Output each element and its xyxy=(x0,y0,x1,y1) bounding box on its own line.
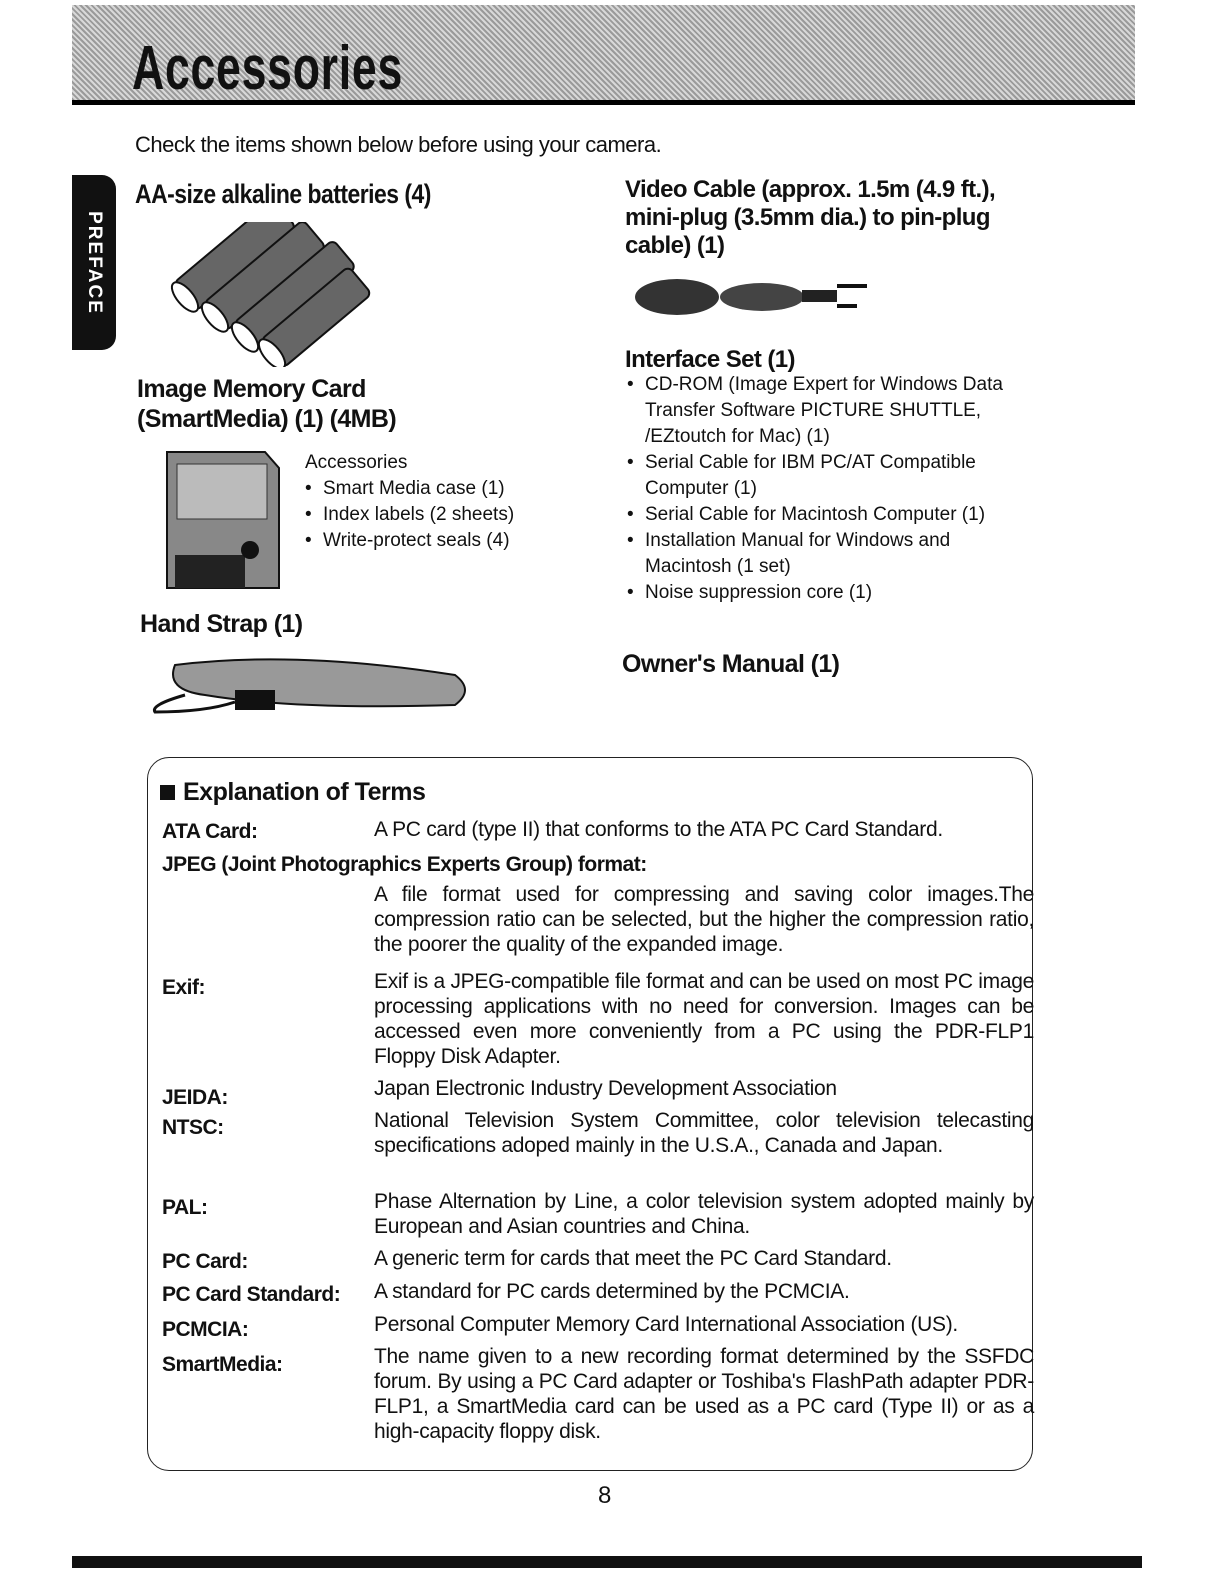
term-definition: Phase Alternation by Line, a color television system adopted mainly by European and Asian countries and China. xyxy=(374,1190,1034,1238)
interface-set-list xyxy=(627,372,1003,606)
video-cable-heading xyxy=(625,176,995,260)
page-title: Accessories xyxy=(132,34,403,103)
video-cable-heading-line: mini-plug (3.5mm dia.) to pin-plug xyxy=(625,204,990,231)
term-definition: A generic term for cards that meet the PC Card Standard. xyxy=(374,1247,892,1270)
batteries-image xyxy=(160,222,390,367)
section-tab xyxy=(72,175,116,350)
term-definition: Personal Computer Memory Card International Association (US). xyxy=(374,1313,958,1336)
interface-set-item: • Serial Cable for Macintosh Computer (1) xyxy=(627,502,1003,528)
terms-box xyxy=(147,757,1033,1471)
interface-set-item: • Serial Cable for IBM PC/AT Compatible Computer (1) xyxy=(627,450,1003,502)
term-definition: A file format used for compressing and saving color images.The compression ratio can be selected, but the higher the compression ratio, the poorer the quality of the expanded image. xyxy=(374,883,1034,956)
term-label: PC Card Standard: xyxy=(162,1283,341,1306)
term-label: ATA Card: xyxy=(162,820,258,843)
header-banner xyxy=(72,5,1135,105)
term-label: NTSC: xyxy=(162,1116,224,1139)
card-accessory-item: • Write-protect seals (4) xyxy=(305,528,514,554)
interface-set-item: • Noise suppression core (1) xyxy=(627,580,1003,606)
term-label: PAL: xyxy=(162,1196,208,1219)
interface-set-heading: Interface Set (1) xyxy=(625,346,795,373)
hand-strap-heading: Hand Strap (1) xyxy=(140,610,303,638)
video-cable-heading-line: cable) (1) xyxy=(625,232,725,259)
term-label: Exif: xyxy=(162,976,206,999)
card-accessories-title: Accessories xyxy=(305,452,408,473)
term-label: JEIDA: xyxy=(162,1086,228,1109)
intro-text: Check the items shown below before using your camera. xyxy=(135,132,662,157)
term-definition: The name given to a new recording format determined by the SSFDC forum. By using a PC Card adapter or Toshiba's FlashPath adapter PDR-FLP1, a SmartMedia card can be used as a PC card (Type II) or as a high-capacity floppy disk. xyxy=(374,1345,1034,1443)
term-label: JPEG (Joint Photographics Experts Group) format: xyxy=(162,853,647,876)
page-number: 8 xyxy=(598,1482,612,1509)
term-label: PC Card: xyxy=(162,1250,248,1273)
term-definition: Exif is a JPEG-compatible file format and can be used on most PC image processing applications with no need for conversion. Images can be accessed even more conveniently from a PC using the PDR-FLP1 Floppy Disk Adapter. xyxy=(374,970,1034,1068)
video-cable-image xyxy=(632,272,872,322)
card-accessory-item: • Smart Media case (1) xyxy=(305,476,514,502)
owners-manual-heading: Owner's Manual (1) xyxy=(622,650,840,678)
term-definition: National Television System Committee, color television telecasting specifications adoped mainly in the U.S.A., Canada and Japan. xyxy=(374,1109,1034,1157)
memory-card-heading-line: (SmartMedia) (1) (4MB) xyxy=(137,405,397,433)
memory-card-heading-line: Image Memory Card xyxy=(137,375,366,403)
batteries-heading: AA-size alkaline batteries (4) xyxy=(135,179,431,209)
terms-heading: Explanation of Terms xyxy=(160,778,425,807)
square-bullet-icon xyxy=(160,785,175,800)
card-accessories xyxy=(305,450,514,554)
term-definition: Japan Electronic Industry Development Association xyxy=(374,1077,837,1100)
term-label: SmartMedia: xyxy=(162,1353,283,1376)
term-label: PCMCIA: xyxy=(162,1318,249,1341)
video-cable-heading-line: Video Cable (approx. 1.5m (4.9 ft.), xyxy=(625,176,996,203)
term-definition: A PC card (type II) that conforms to the ATA PC Card Standard. xyxy=(374,818,943,841)
memory-card-heading xyxy=(137,374,396,434)
hand-strap-image xyxy=(145,650,475,720)
bottom-rule xyxy=(72,1556,1142,1568)
term-definition: A standard for PC cards determined by the PCMCIA. xyxy=(374,1280,850,1303)
smartmedia-card-image xyxy=(165,450,281,590)
section-tab-label: PREFACE xyxy=(84,210,105,315)
interface-set-item: • Installation Manual for Windows and Macintosh (1 set) xyxy=(627,528,1003,580)
card-accessory-item: • Index labels (2 sheets) xyxy=(305,502,514,528)
interface-set-item: • CD-ROM (Image Expert for Windows Data Transfer Software PICTURE SHUTTLE, /EZtoutch for Mac) (1) xyxy=(627,372,1003,450)
